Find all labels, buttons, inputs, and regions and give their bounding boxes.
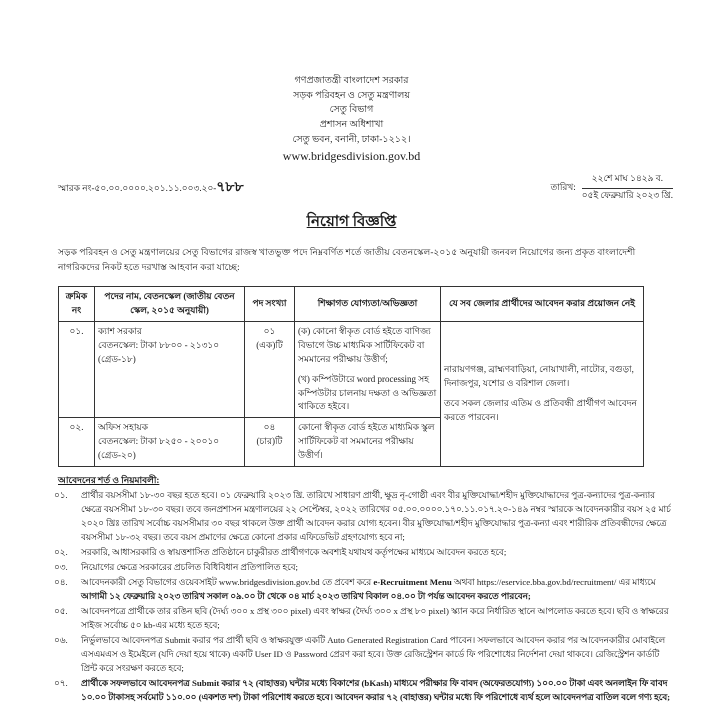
qualification-a: কোনো স্বীকৃত বোর্ড হইতে মাধ্যমিক স্কুল সার্টিফিকেট বা সমমানের পরীক্ষায় উত্তীর্ণ।	[295, 418, 441, 467]
pay-scale: বেতনস্কেল: টাকা ৮৮০০ - ২১৩১০	[98, 339, 220, 350]
item-number: ০১.	[54, 489, 68, 500]
item-text: আবেদনপত্রে প্রার্থীকে তার রঙিন ছবি (দৈর্ঘ্য ৩০০ x প্রস্থ ৩০০ pixel) এবং স্বাক্ষর (দৈর্ঘ্য ৩০০ x প্রস্থ ৮০ pixel) স্ক্যান করে নির্ধারিত স্থানে আপলোড করতে হবে। ছবি ও স্বাক্ষরের সাইজ সর্বোচ্চ ৫০ kb-এর মধ্যে হতে হবে;	[81, 606, 669, 631]
post-cell	[95, 321, 245, 418]
item-number: ০৭.	[54, 678, 68, 689]
serial: ০২.	[59, 418, 95, 467]
e-recruitment-menu: e-Recruitment Menu	[373, 576, 452, 587]
govt-name: গণপ্রজাতন্ত্রী বাংলাদেশ সরকার	[294, 76, 409, 86]
item-text: প্রার্থীর বয়সসীমা ১৮-৩০ বছর হতে হবে। ০১ ফেব্রুয়ারি ২০২৩ খ্রি. তারিখে সাধারণ প্রার্থী, ক্ষুদ্র নৃ-গোষ্ঠী এবং বীর মুক্তিযোদ্ধা/শহীদ মুক্তিযোদ্ধাদের পুত্র-কন্যাদের পুত্র-কন্যার ক্ষেত্রে বয়সসীমা ১৮-৩০ বছর। তবে জনপ্রশাসন মন্ত্রণালয়ের ২২ সেপ্টেম্বর, ২০২২ তারিখের ০৫.০০.০০০০.১৭০.১১.০১৭.২০-১৪৯ নম্বর স্মারকে আবেদনকারীর বয়স ২৫ মার্চ ২০২০ খ্রিঃ তারিখ সর্বোচ্চ বয়সসীমার ৩০ বছর থাকলে উক্ত প্রার্থী আবেদন করার যোগ্য হবেন। বীর মুক্তিযোদ্ধা/শহীদ মুক্তিযোদ্ধার পুত্র-কন্যা এবং শারীরিক প্রতিবন্ধীদের ক্ষেত্রে বয়সসীমা ১৮-৩২ বছর। তবে বয়স প্রমাণের ক্ষেত্রে কোনো প্রকার এফিডেভিট গ্রহণযোগ্য হবে না;	[81, 489, 671, 542]
col-qualification: শিক্ষাগত যোগ্যতা/অভিজ্ঞতা	[295, 286, 441, 321]
application-period: আগামী ১২ ফেব্রুয়ারি ২০২৩ তারিখ সকাল ০৯.০০ টা থেকে ০৪ মার্চ ২০২৩ তারিখ বিকাল ০৪.০০ টা পর্যন্ত আবেদন করতে পারবেন;	[81, 591, 531, 602]
intro-paragraph: সড়ক পরিবহন ও সেতু মন্ত্রণালয়ের সেতু বিভাগের রাজস্ব খাতভুক্ত পদে নিম্নবর্ণিত শর্তে জাতীয় বেতনস্কেল-২০১৫ অনুযায়ী জনবল নিয়োগের জন্য প্রকৃত বাংলাদেশী নাগরিকদের নিকট হতে দরখাস্ত আহবান করা যাচ্ছে:	[58, 247, 636, 272]
item-number: ০৫.	[54, 606, 68, 617]
post-name: ক্যাশ সরকার	[98, 325, 142, 336]
item-number: ০২.	[54, 546, 68, 557]
qualification-b: (খ) কম্পিউটারে word processing সহ কম্পিউটার চালনায় দক্ষতা ও অভিজ্ঞতা থাকিতে হইবে।	[298, 373, 437, 412]
grade: (গ্রেড-২০)	[98, 450, 136, 461]
excluded-districts-cell	[441, 321, 644, 466]
condition-item	[54, 604, 673, 632]
pay-scale: বেতনস্কেল: টাকা ৮২৫০ - ২০০১০	[98, 436, 220, 447]
item-text-part: অথবা https://eservice.bba.gov.bd/recruitment/ এর মাধ্যমে	[451, 576, 656, 587]
post-name: অফিস সহায়ক	[98, 422, 149, 433]
col-excluded-districts: যে সব জেলার প্রার্থীদের আবেদন করার প্রয়োজন নেই	[441, 286, 644, 321]
date-bangla: ২২শে মাঘ ১৪২৯ ব.	[582, 172, 673, 189]
item-text: সরকারি, আধাসরকারি ও স্বায়ত্তশাসিত প্রতিষ্ঠানে চাকুরীরত প্রার্থীগণকে অবশ্যই যথাযথ কর্তৃপক্ষের মাধ্যমে আবেদন করতে হবে;	[81, 546, 507, 557]
condition-item	[54, 488, 673, 544]
memo-prefix: স্মারক নং-৫০.০০.০০০০.২০১.১১.০০৩.২০-	[58, 182, 217, 193]
wing-name: প্রশাসন অধিশাখা	[319, 120, 384, 131]
qualification-a: (ক) কোনো স্বীকৃত বোর্ড হইতে বাণিজ্য বিভাগে উচ্চ মাধ্যমিক সার্টিফিকেট বা সমমানের পরীক্ষায় উত্তীর্ণ;	[298, 325, 431, 364]
grade: (গ্রেড-১৮)	[98, 353, 136, 364]
post-cell	[95, 418, 245, 467]
condition-item	[54, 560, 673, 574]
col-count: পদ সংখ্যা	[245, 286, 295, 321]
ministry-name: সড়ক পরিবহন ও সেতু মন্ত্রণালয়	[293, 90, 410, 101]
item-number: ০৬.	[54, 635, 68, 646]
address: সেতু ভবন, বনানী, ঢাকা-১২১২।	[292, 134, 411, 145]
date-label: তারিখ:	[550, 181, 576, 192]
conditions-heading: আবেদনের শর্ত ও নিয়মাবলী:	[58, 475, 160, 486]
excluded-districts: নারায়ণগঞ্জ, ব্রাহ্মণবাড়িয়া, নোয়াখালী, নাটোর, বগুড়া, দিনাজপুর, যশোর ও বরিশাল জেলা।	[444, 364, 634, 389]
table-header	[59, 286, 644, 321]
col-serial: ক্রমিক নং	[59, 286, 95, 321]
date-english: ০৫ই ফেব্রুয়ারি ২০২৩ খ্রি.	[581, 189, 673, 200]
condition-item	[54, 575, 673, 603]
item-text: নির্ভুলভাবে আবেদনপত্র Submit করার পর প্রার্থী ছবি ও স্বাক্ষরযুক্ত একটি Auto Generated Registration Card পাবেন। সফলভাবে আবেদন করার পর আবেদনকারীর মোবাইলে এসএমএস ও ইমেইলে (যদি দেয়া হয়ে থাকে) একটি User ID ও Password প্রেরণ করা হবে। উক্ত রেজিস্ট্রেশন কার্ডে ফি পরিশোধের নির্দেশনা দেয়া থাকবে। রেজিস্ট্রেশন কার্ডটি প্রিন্ট করে সংরক্ষণ করতে হবে;	[81, 635, 666, 674]
date-block	[550, 172, 673, 202]
serial: ০১.	[59, 321, 95, 418]
item-text: নিয়োগের ক্ষেত্রে সরকারের প্রচলিত বিধিবিধান প্রতিপালিত হবে;	[81, 561, 298, 572]
table-row	[59, 321, 644, 418]
exception-note: তবে সকল জেলার এতিম ও প্রতিবন্ধী প্রার্থীগণ আবেদন করতে পারবেন।	[444, 397, 637, 422]
item-number: ০৩.	[54, 561, 68, 572]
item-text: প্রার্থীকে সফলভাবে আবেদনপত্র Submit করার ৭২ (বাহাত্তর) ঘন্টার মধ্যে বিকাশের (bKash) মাধ্যমে পরীক্ষার ফি বাবদ (অফেরতযোগ্য) ১০০.০০ টাকা এবং অনলাইন ফি বাবদ ১০.০০ টাকাসহ সর্বমোট ১১০.০০ (একশত দশ) টাকা পরিশোধ করতে হবে। আবেদন করার ৭২ (বাহাত্তর) ঘন্টার মধ্যে ফি পরিশোধে ব্যর্থ হলে আবেদনপত্র বাতিল বলে গণ্য হবে;	[81, 678, 671, 703]
page-title: নিয়োগ বিজ্ঞপ্তি	[306, 214, 397, 231]
count-words: (এক)টি	[256, 339, 283, 350]
col-post: পদের নাম, বেতনস্কেল (জাতীয় বেতন স্কেল, ২০১৫ অনুযায়ী)	[95, 286, 245, 321]
reference-row	[58, 172, 673, 202]
count-cell	[245, 418, 295, 467]
posts-table	[58, 286, 644, 467]
condition-item	[54, 545, 673, 559]
memo-number	[58, 177, 244, 198]
count: ০১	[263, 325, 276, 336]
memo-handwritten-number: ৭৮৮	[216, 179, 244, 195]
letterhead	[0, 74, 703, 164]
website: www.bridgesdivision.gov.bd	[282, 148, 421, 163]
count-cell	[245, 321, 295, 418]
conditions-section	[54, 473, 673, 704]
item-number: ০৪.	[54, 576, 68, 587]
item-text	[81, 575, 673, 603]
qualification-cell	[295, 321, 441, 418]
condition-item	[54, 676, 673, 704]
condition-item	[54, 633, 673, 675]
item-text-part: আবেদনকারী সেতু বিভাগের ওয়েবসাইট www.bridgesdivision.gov.bd তে প্রবেশ করে	[81, 576, 374, 587]
division-name: সেতু বিভাগ	[329, 105, 374, 116]
count: ০৪	[263, 422, 276, 433]
count-words: (চার)টি	[256, 436, 283, 447]
